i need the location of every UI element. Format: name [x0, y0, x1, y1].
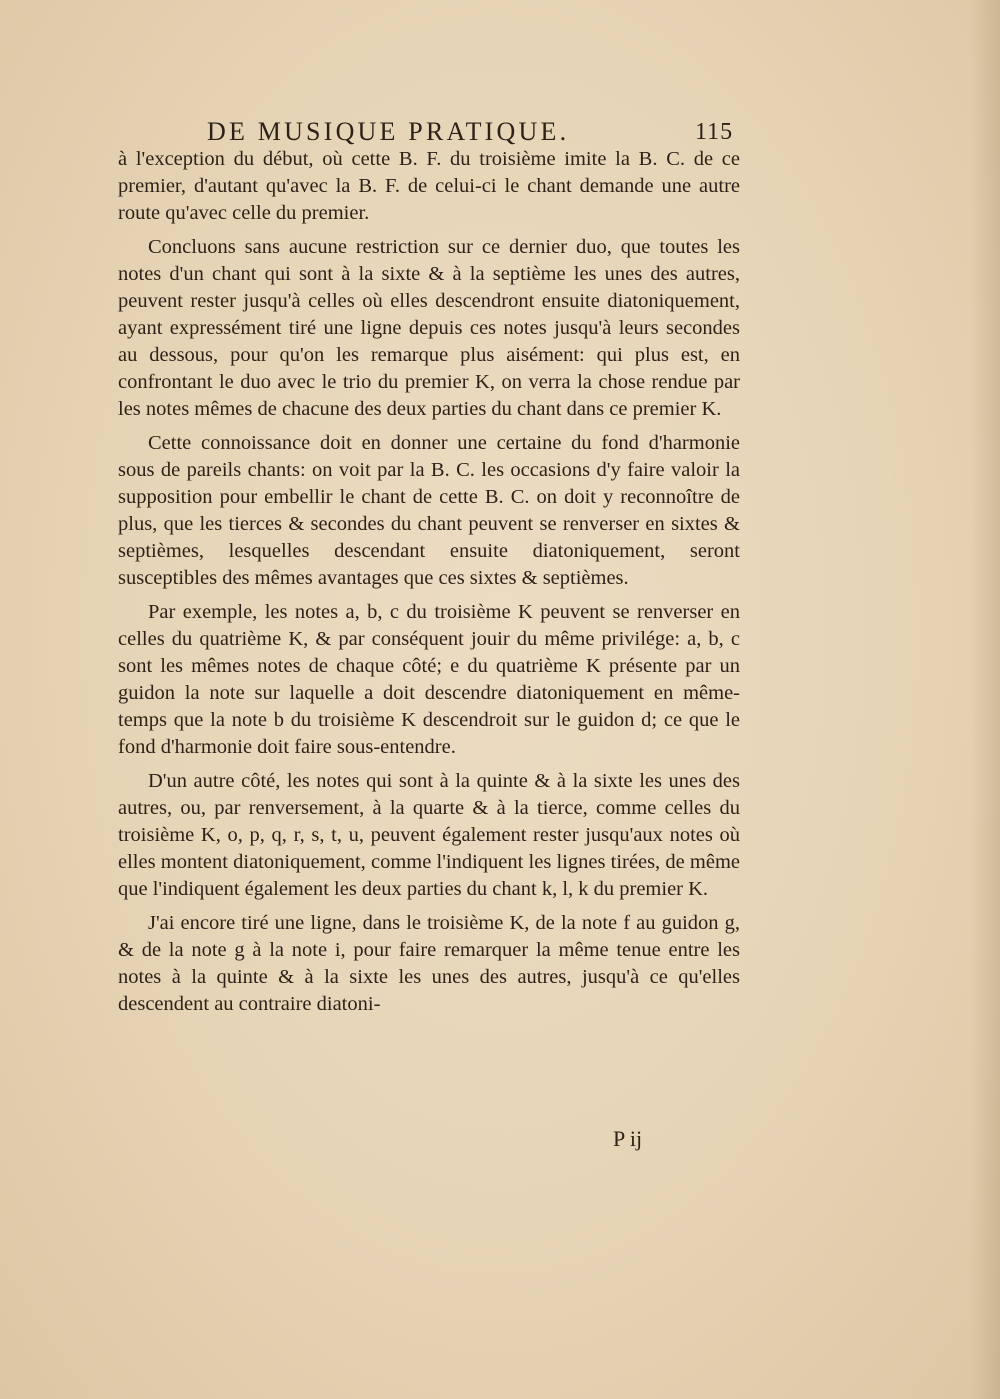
page-edge-shadow — [970, 0, 1000, 1399]
paragraph: Cette connoissance doit en donner une certaine du fond d'harmonie sous de pareils chants: on voit par la B. C. les occasions d'y faire valoir la supposition pour embellir le chant de cette B. C. on doit y reconnoître de plus, que les tierces & secondes du chant peuvent se renverser en sixtes & septièmes, lesquelles descendant ensuite diatoniquement, seront susceptibles des mêmes avantages que ces sixtes & septièmes. — [118, 432, 740, 589]
signature-mark: P ij — [613, 1126, 643, 1151]
paragraph: D'un autre côté, les notes qui sont à la quinte & à la sixte les unes des autres, ou, par renversement, à la quarte & à la tierce, comme celles du troisième K, o, p, q, r, s, t, u, peuvent également rester jusqu'aux notes où elles montent diatoniquement, comme l'indiquent les lignes tirées, de même que l'indiquent également les deux parties du chant k, l, k du premier K. — [118, 770, 740, 900]
paragraph: J'ai encore tiré une ligne, dans le troisième K, de la note f au guidon g, & de la note g à la note i, pour faire remarquer la même tenue entre les notes à la quinte & à la sixte les unes des autres, jusqu'à ce qu'elles descendent au contraire diatoni- — [118, 912, 740, 1015]
page-number: 115 — [695, 119, 734, 145]
running-head: DE MUSIQUE PRATIQUE. — [207, 117, 570, 146]
paragraph: Concluons sans aucune restriction sur ce dernier duo, que toutes les notes d'un chant qui sont à la sixte & à la septième les unes des autres, peuvent rester jusqu'à celles où elles descendront ensuite diatoniquement, ayant expressément tiré une ligne depuis ces notes jusqu'à leurs secondes au dessous, pour qu'on les remarque plus aisément: qui plus est, en confrontant le duo avec le trio du premier K, on verra la chose rendue par les notes mêmes de chacune des deux parties du chant dans ce premier K. — [118, 236, 740, 420]
body-text — [118, 146, 740, 1025]
paragraph: à l'exception du début, où cette B. F. du troisième imite la B. C. de ce premier, d'autant qu'avec la B. F. de celui-ci le chant demande une autre route qu'avec celle du premier. — [118, 148, 740, 224]
paragraph: Par exemple, les notes a, b, c du troisième K peuvent se renverser en celles du quatrième K, & par conséquent jouir du même privilége: a, b, c sont les mêmes notes de chaque côté; e du quatrième K présente par un guidon la note sur laquelle a doit descendre diatoniquement en même-temps que la note b du troisième K descendroit sur le guidon d; ce que le fond d'harmonie doit faire sous-entendre. — [118, 601, 740, 758]
